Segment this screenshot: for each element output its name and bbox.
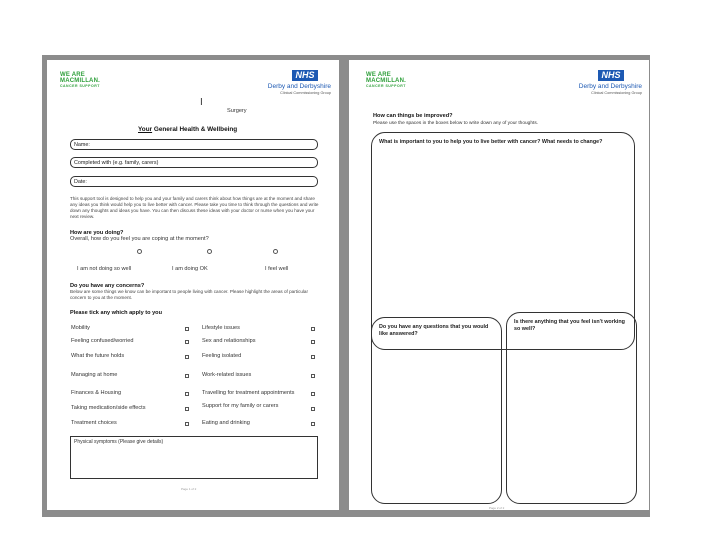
page-title <box>138 126 237 133</box>
important-to-you-question: What is important to you to help you to live better with cancer? What needs to change? <box>379 139 603 145</box>
not-working-box[interactable] <box>506 312 637 504</box>
checkbox-eating[interactable] <box>311 422 315 426</box>
macmillan-logo-line3: CANCER SUPPORT <box>366 84 406 88</box>
ccg-name-page2 <box>579 83 642 97</box>
page-2-footer: Page 2 of 2 <box>489 506 505 510</box>
name-field[interactable]: Name: <box>70 139 318 150</box>
radio-not-doing-well[interactable] <box>137 249 142 254</box>
completed-with-field[interactable]: Completed with (e.g. family, carers) <box>70 157 318 168</box>
concern-eating: Eating and drinking <box>202 420 250 426</box>
checkbox-isolated[interactable] <box>311 355 315 359</box>
form-page-1 <box>47 60 339 510</box>
ccg-name <box>268 83 331 97</box>
checkbox-sex-relationships[interactable] <box>311 340 315 344</box>
checkbox-mobility[interactable] <box>185 327 189 331</box>
macmillan-logo <box>60 72 100 89</box>
checkbox-treatment[interactable] <box>185 422 189 426</box>
checkbox-family-support[interactable] <box>311 407 315 411</box>
macmillan-logo-line2: MACMILLAN. <box>60 78 100 84</box>
nhs-logo: NHS <box>292 70 318 81</box>
concern-sex-relationships: Sex and relationships <box>202 338 256 344</box>
macmillan-logo-page2 <box>366 72 406 89</box>
radio-doing-ok[interactable] <box>207 249 212 254</box>
option-not-doing-well: I am not doing so well <box>77 266 132 272</box>
concern-medication: Taking medication/side effects <box>71 405 146 411</box>
how-heading: How are you doing? <box>70 230 124 236</box>
nhs-logo-page2: NHS <box>598 70 624 81</box>
improve-text: Please use the spaces in the boxes below to write down any of your thoughts. <box>373 121 539 126</box>
concern-future: What the future holds <box>71 353 125 359</box>
option-doing-ok: I am doing OK <box>172 266 208 272</box>
ccg-name-main: Derby and Derbyshire <box>267 83 331 90</box>
physical-symptoms-box[interactable] <box>70 436 318 479</box>
concern-work: Work-related issues <box>202 372 252 378</box>
questions-box[interactable] <box>371 317 502 504</box>
date-field[interactable]: Date: <box>70 176 318 187</box>
questions-question: Do you have any questions that you would like answered? <box>379 324 489 337</box>
surgery-label: Surgery <box>227 108 247 114</box>
intro-paragraph: This support tool is designed to help you and your family and carers think about how things are at the moment and share any ideas you think would help you to live better with cancer. Please take you time to think through the questions and write down any thoughts and ideas you have. You can then discuss these ideas with your doctor or nurse when you have your next review. <box>70 196 319 219</box>
concern-managing-home: Managing at home <box>71 372 118 378</box>
macmillan-logo-line3: CANCER SUPPORT <box>60 84 100 88</box>
concern-finances: Finances & Housing <box>71 390 122 396</box>
form-page-2 <box>349 60 649 510</box>
tick-heading: Please tick any which apply to you <box>70 310 163 316</box>
concerns-text: Below are some things we know can be important to people living with cancer. Please highlight the areas of particular concern to you at the moment. <box>70 289 308 300</box>
page-1-footer: Page 1 of 2 <box>181 487 197 491</box>
checkbox-future[interactable] <box>185 355 189 359</box>
physical-symptoms-label: Physical symptoms (Please give details) <box>74 439 164 445</box>
checkbox-feeling-confused[interactable] <box>185 340 189 344</box>
radio-feel-well[interactable] <box>273 249 278 254</box>
ccg-name-sub: Clinical Commissioning Group <box>280 91 331 95</box>
page-title-your: Your <box>138 126 153 133</box>
ccg-name-main: Derby and Derbyshire <box>578 83 642 90</box>
macmillan-logo-line2: MACMILLAN. <box>366 78 406 84</box>
checkbox-travelling[interactable] <box>311 392 315 396</box>
checkbox-lifestyle[interactable] <box>311 327 315 331</box>
concern-travelling: Travelling for treatment appointments <box>202 390 295 396</box>
macmillan-logo-line1: WE ARE <box>60 72 85 78</box>
option-feel-well: I feel well <box>265 266 289 272</box>
checkbox-managing-home[interactable] <box>185 374 189 378</box>
checkbox-work[interactable] <box>311 374 315 378</box>
concern-lifestyle: Lifestyle issues <box>202 325 240 331</box>
concern-feeling-confused: Feeling confused/worried <box>71 338 134 344</box>
checkbox-medication[interactable] <box>185 407 189 411</box>
checkbox-finances[interactable] <box>185 392 189 396</box>
macmillan-logo-line1: WE ARE <box>366 72 391 78</box>
improve-heading: How can things be improved? <box>373 113 453 119</box>
ccg-name-sub: Clinical Commissioning Group <box>591 91 642 95</box>
concerns-heading: Do you have any concerns? <box>70 283 145 289</box>
text-cursor-mark: I <box>200 97 203 108</box>
concern-treatment: Treatment choices <box>71 420 117 426</box>
concern-mobility: Mobility <box>71 325 90 331</box>
not-working-question: Is there anything that you feel isn't working so well? <box>514 319 625 332</box>
page-title-rest: General Health & Wellbeing <box>152 126 238 133</box>
concern-family-support: Support for my family or carers <box>202 403 279 409</box>
how-question: Overall, how do you feel you are coping at the moment? <box>70 236 209 242</box>
concern-isolated: Feeling isolated <box>202 353 242 359</box>
